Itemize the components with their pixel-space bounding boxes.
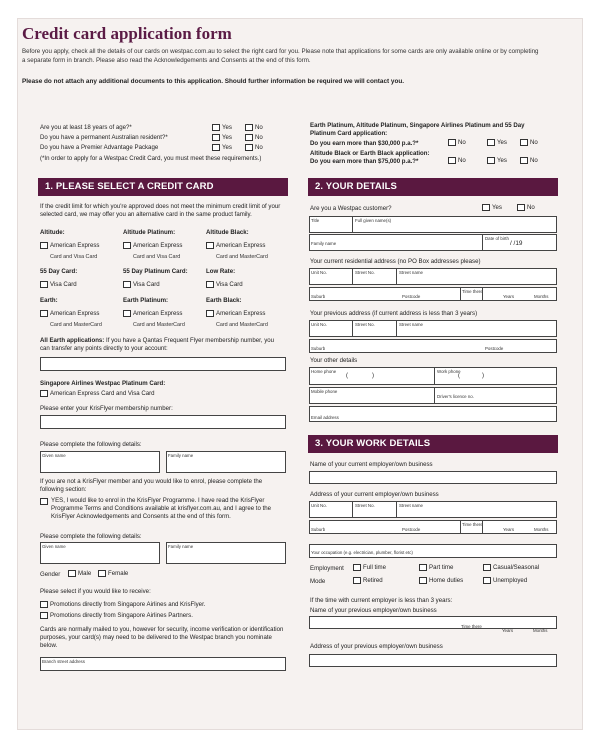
premier-yes-option[interactable]: Yes — [212, 144, 232, 151]
card-option[interactable]: American Express — [40, 242, 99, 249]
card-group-55day — [40, 268, 77, 293]
checkbox[interactable] — [448, 157, 456, 164]
branch-address-field[interactable]: Branch street address — [40, 657, 286, 671]
card-group-earth: Earth: American Express Card and MasterCard — [40, 297, 102, 328]
sia-title: Singapore Airlines Westpac Platinum Card: — [40, 380, 166, 387]
checkbox[interactable] — [68, 570, 76, 577]
age-no-option[interactable]: No — [245, 124, 263, 131]
section1-intro: If the credit limit for which you're approved does not meet the minimum credit limit of your selected card, we may offer you an alternative card in the same product family. — [40, 203, 281, 218]
checkbox[interactable] — [353, 564, 361, 571]
promo2-option[interactable]: Promotions directly from Singapore Airlines Partners. — [40, 612, 193, 619]
employment-mode-label-2: Mode — [310, 578, 326, 585]
card-group-altitude-platinum: Altitude Platinum: American Express Card and Visa Card — [123, 229, 183, 260]
age-yes-option[interactable]: Yes — [212, 124, 232, 131]
prev-address-label: Address of your previous employer/own business — [310, 643, 443, 650]
q-earn30: Do you earn more than $30,000 p.a.?* — [310, 140, 419, 147]
checkbox[interactable] — [419, 577, 427, 584]
card-group-55day-platinum — [123, 268, 188, 293]
section3-heading: 3. YOUR WORK DETAILS — [308, 435, 558, 453]
name-row: Title Full given name(s) — [309, 216, 557, 233]
card-option[interactable]: American Express — [206, 242, 265, 249]
prev-employer-label: Name of your previous employer/own business — [310, 607, 437, 614]
checkbox[interactable] — [40, 601, 48, 608]
checkbox[interactable] — [123, 281, 131, 288]
prev-employer-time[interactable]: Time there Years Months — [461, 624, 548, 633]
mobile-row[interactable]: Mobile phone Driver's licence no. — [309, 387, 557, 404]
checkbox[interactable] — [448, 139, 456, 146]
q-platinum: Earth Platinum, Altitude Platinum, Singapore Airlines Platinum and 55 Day Platinum Card application: — [310, 122, 525, 137]
earn75-yes-option[interactable]: Yes — [487, 157, 507, 164]
residential-street-row[interactable]: Unit No. Street No. Street name — [309, 268, 557, 285]
less3-label: If the time with current employer is less than 3 years: — [310, 597, 453, 604]
checkbox[interactable] — [206, 281, 214, 288]
q-resident: Do you have a permanent Australian resident?* — [40, 134, 168, 141]
prev-address-input[interactable] — [309, 654, 557, 667]
checkbox[interactable] — [520, 157, 528, 164]
intro-text: Before you apply, check all the details of our cards on westpac.com.au to select the right card for you. Please note that applications for some cards are only available online or by completing a separate form in branch. Please also read the Acknowledgements and Consents at the end of this form. — [22, 48, 539, 64]
employer-street-row[interactable]: Unit No. Street No. Street name — [309, 501, 557, 518]
qantas-text: All Earth applications: If you have a Qantas Frequent Flyer membership number, you can transfer any points directly to your account: — [40, 337, 275, 352]
female-option[interactable]: Female — [98, 570, 128, 577]
not-member-text: If you are not a KrisFlyer member and you would like to enrol, please complete the following section: — [40, 478, 263, 493]
card-option[interactable]: American Express — [123, 242, 182, 249]
card-group-altitude-black: Altitude Black: American Express Card and MasterCard — [206, 229, 268, 260]
earn30-yes-option[interactable]: No — [448, 139, 466, 146]
checkbox[interactable] — [206, 310, 214, 317]
family-dob-row: Family name Date of birth / /19 — [309, 234, 557, 251]
card-group-earth-platinum: Earth Platinum: American Express Card and MasterCard — [123, 297, 185, 328]
employment-mode-label-1: Employment — [310, 565, 344, 572]
customer-yes-option[interactable]: Yes — [482, 204, 502, 211]
occupation-input[interactable]: Your occupation (e.g. electrician, plumber, florist etc) — [309, 544, 557, 558]
checkbox[interactable] — [40, 281, 48, 288]
q-black: Altitude Black or Earth Black application: — [310, 150, 430, 157]
enrol-option[interactable]: YES, I would like to enrol in the KrisFlyer Programme. I have read the KrisFlyer Programme Terms and Conditions available at krisflyer.com.au, and I agree to the KrisFlyer Acknowledgements and Consents at the end of this form. — [40, 497, 286, 521]
residential-label: Your current residential address (no PO Box addresses please) — [310, 258, 481, 265]
email-row[interactable]: Email address — [309, 406, 557, 422]
group-title: Earth: — [40, 297, 58, 304]
earn30-yes2-option[interactable]: Yes — [487, 139, 507, 146]
card-option[interactable]: American Express — [123, 310, 182, 317]
checkbox[interactable] — [517, 204, 525, 211]
residential-suburb-row[interactable]: Suburb Postcode Time there Years Months — [309, 287, 557, 301]
checkbox[interactable] — [245, 124, 253, 131]
given-name2-field[interactable]: Given name — [40, 542, 160, 564]
section1-heading: 1. PLEASE SELECT A CREDIT CARD — [38, 178, 288, 196]
group-title: 55 Day Platinum Card: — [123, 268, 188, 275]
casual-option[interactable]: Casual/Seasonal — [483, 564, 539, 571]
customer-label: Are you a Westpac customer? — [310, 205, 392, 212]
complete-label: Please complete the following details: — [40, 441, 142, 448]
checkbox[interactable] — [40, 242, 48, 249]
q-age: Are you at least 18 years of age?* — [40, 124, 132, 131]
earn75-no-option[interactable]: No — [448, 157, 466, 164]
group-title: Altitude Black: — [206, 229, 249, 236]
intro-notice: Please do not attach any additional documents to this application. Should further information be required we will contact you. — [22, 78, 405, 85]
checkbox[interactable] — [487, 139, 495, 146]
gender-label: Gender — [40, 571, 61, 578]
card-group-altitude: Altitude: American Express Card and Visa Card — [40, 229, 100, 260]
group-title: Earth Platinum: — [123, 297, 169, 304]
krisflyer-number-input[interactable] — [40, 415, 286, 429]
full-time-option[interactable]: Full time — [353, 564, 386, 571]
q-premier: Do you have a Premier Advantage Package — [40, 144, 159, 151]
checkbox[interactable] — [483, 564, 491, 571]
customer-no-option[interactable]: No — [517, 204, 535, 211]
checkbox[interactable] — [212, 124, 220, 131]
earn30-no-option[interactable]: No — [520, 139, 538, 146]
unemployed-option[interactable]: Unemployed — [483, 577, 527, 584]
checkbox[interactable] — [40, 498, 48, 505]
promo1-option[interactable]: Promotions directly from Singapore Airlines and KrisFlyer. — [40, 601, 205, 608]
other-label: Your other details — [310, 357, 358, 364]
checkbox[interactable] — [98, 570, 106, 577]
male-option[interactable]: Male — [68, 570, 91, 577]
checkbox[interactable] — [487, 157, 495, 164]
group-title: Altitude Platinum: — [123, 229, 176, 236]
card-group-earth-black: Earth Black: American Express Card and MasterCard — [206, 297, 268, 328]
employer-address-label: Address of your current employer/own business — [310, 491, 439, 498]
previous-suburb-row[interactable]: Suburb Postcode — [309, 339, 557, 353]
part-time-option[interactable]: Part time — [419, 564, 453, 571]
checkbox[interactable] — [206, 242, 214, 249]
q-earn75: Do you earn more than $75,000 p.a.?* — [310, 158, 419, 165]
krisflyer-label: Please enter your KrisFlyer membership number: — [40, 405, 173, 412]
family-name2-field[interactable]: Family name — [166, 542, 286, 564]
resident-yes-option[interactable]: Yes — [212, 134, 232, 141]
card-option[interactable]: Visa Card — [206, 281, 243, 288]
earn75-no2-option[interactable]: No — [520, 157, 538, 164]
checkbox[interactable] — [212, 144, 220, 151]
checkbox[interactable] — [482, 204, 490, 211]
checkbox[interactable] — [123, 242, 131, 249]
given-name-field[interactable]: Given name — [40, 451, 160, 473]
employer-input[interactable] — [309, 471, 557, 484]
card-group-low-rate — [206, 268, 243, 293]
checkbox[interactable] — [353, 577, 361, 584]
form-title: Credit card application form — [22, 24, 232, 43]
checkbox[interactable] — [419, 564, 427, 571]
mail-text: Cards are normally mailed to you, however for security, income verification or identification purposes, your card(s) may need to be delivered to the Westpac branch you nominate below. — [40, 626, 284, 649]
checkbox[interactable] — [40, 612, 48, 619]
home-duties-option[interactable]: Home duties — [419, 577, 463, 584]
group-title: Altitude: — [40, 229, 65, 236]
previous-street-row[interactable]: Unit No. Street No. Street name — [309, 320, 557, 337]
resident-no-option[interactable]: No — [245, 134, 263, 141]
section2-heading: 2. YOUR DETAILS — [308, 178, 558, 196]
group-title: Low Rate: — [206, 268, 236, 275]
sia-option[interactable]: American Express Card and Visa Card — [40, 390, 155, 397]
checkbox[interactable] — [40, 390, 48, 397]
checkbox[interactable] — [483, 577, 491, 584]
checkbox[interactable] — [123, 310, 131, 317]
employer-label: Name of your current employer/own business — [310, 461, 433, 468]
premier-no-option[interactable]: No — [245, 144, 263, 151]
q-note: (*In order to apply for a Westpac Credit Card, you must meet these requirements.) — [40, 155, 262, 162]
phone-row[interactable]: Home phone ( ) Work phone ( ) — [309, 367, 557, 385]
family-name-field[interactable]: Family name — [166, 451, 286, 473]
group-title: 55 Day Card: — [40, 268, 78, 275]
card-option[interactable]: Visa Card — [40, 281, 77, 288]
retired-option[interactable]: Retired — [353, 577, 383, 584]
group-title: Earth Black: — [206, 297, 242, 304]
checkbox[interactable] — [520, 139, 528, 146]
card-option[interactable]: American Express — [40, 310, 99, 317]
card-option[interactable]: Visa Card — [123, 281, 160, 288]
qantas-number-input[interactable] — [40, 357, 286, 371]
employer-suburb-row[interactable]: Suburb Postcode Time there Years Months — [309, 520, 557, 534]
checkbox[interactable] — [40, 310, 48, 317]
complete2-label: Please complete the following details: — [40, 533, 142, 540]
previous-label: Your previous address (if current address is less than 3 years) — [310, 310, 478, 317]
checkbox[interactable] — [212, 134, 220, 141]
card-option[interactable]: American Express — [206, 310, 265, 317]
checkbox[interactable] — [245, 144, 253, 151]
receive-label: Please select if you would like to receive: — [40, 588, 151, 595]
checkbox[interactable] — [245, 134, 253, 141]
